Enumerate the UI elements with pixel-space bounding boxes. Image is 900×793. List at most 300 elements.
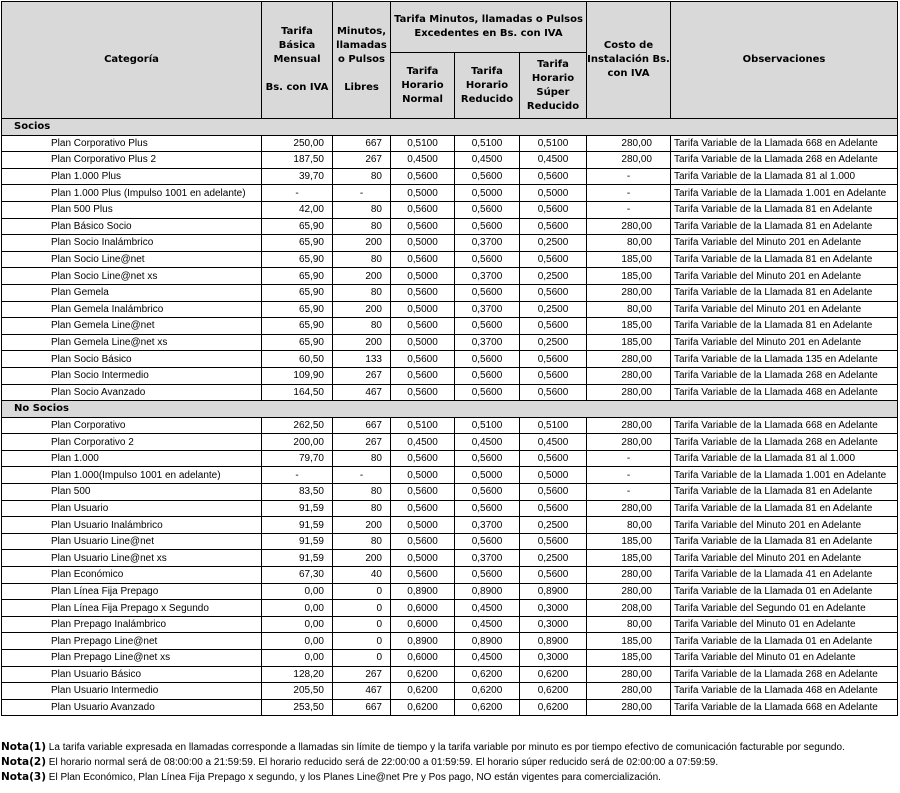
cell-tarifa-normal: 0,6200	[391, 699, 455, 716]
cell-costo-instalacion: 185,00	[587, 318, 671, 335]
cell-costo-instalacion: 208,00	[587, 600, 671, 617]
cell-minutos-libres: 667	[333, 135, 391, 152]
cell-tarifa-reducido: 0,4500	[455, 616, 520, 633]
cell-tarifa-reducido: 0,5100	[455, 417, 520, 434]
cell-minutos-libres: 0	[333, 583, 391, 600]
table-row	[2, 185, 898, 202]
cell-observaciones: Tarifa Variable del Minuto 201 en Adelante	[671, 268, 898, 285]
cell-minutos-libres: 267	[333, 152, 391, 169]
cell-tarifa-super-reducido: 0,8900	[520, 633, 587, 650]
cell-tarifa-normal: 0,6000	[391, 650, 455, 667]
cell-tarifa-reducido: 0,5600	[455, 168, 520, 185]
cell-minutos-libres: 200	[333, 550, 391, 567]
header-horario-super-reducido: Tarifa Horario Súper Reducido	[520, 53, 587, 119]
cell-tarifa-normal: 0,5000	[391, 301, 455, 318]
cell-costo-instalacion: 280,00	[587, 284, 671, 301]
table-row	[2, 318, 898, 335]
cell-tarifa-basica: 187,50	[262, 152, 333, 169]
cell-tarifa-normal: 0,6000	[391, 616, 455, 633]
cell-costo-instalacion: 280,00	[587, 218, 671, 235]
cell-tarifa-super-reducido: 0,5100	[520, 135, 587, 152]
cell-categoria: Plan Socio Avanzado	[2, 384, 262, 401]
cell-tarifa-normal: 0,5000	[391, 467, 455, 484]
cell-tarifa-reducido: 0,5100	[455, 135, 520, 152]
cell-minutos-libres: 0	[333, 633, 391, 650]
cell-categoria: Plan Socio Intermedio	[2, 367, 262, 384]
table-row	[2, 683, 898, 700]
cell-tarifa-reducido: 0,3700	[455, 517, 520, 534]
cell-tarifa-super-reducido: 0,6200	[520, 699, 587, 716]
cell-tarifa-normal: 0,5000	[391, 268, 455, 285]
table-row	[2, 168, 898, 185]
cell-tarifa-basica: 65,90	[262, 301, 333, 318]
cell-categoria: Plan Usuario Inalámbrico	[2, 517, 262, 534]
cell-tarifa-normal: 0,5600	[391, 384, 455, 401]
notes-block	[1, 740, 897, 785]
note-1	[1, 740, 897, 755]
table-row	[2, 467, 898, 484]
cell-minutos-libres: 200	[333, 235, 391, 252]
cell-categoria: Plan 1.000 Plus (Impulso 1001 en adelante)	[2, 185, 262, 202]
cell-categoria: Plan Prepago Inalámbrico	[2, 616, 262, 633]
cell-tarifa-normal: 0,5600	[391, 168, 455, 185]
cell-tarifa-reducido: 0,4500	[455, 434, 520, 451]
note-label: Nota(1)	[1, 741, 47, 753]
cell-tarifa-normal: 0,5600	[391, 318, 455, 335]
cell-tarifa-normal: 0,5600	[391, 484, 455, 501]
cell-observaciones: Tarifa Variable de la Llamada 468 en Adelante	[671, 683, 898, 700]
table-row	[2, 616, 898, 633]
cell-minutos-libres: 80	[333, 450, 391, 467]
cell-tarifa-normal: 0,5600	[391, 367, 455, 384]
cell-tarifa-reducido: 0,4500	[455, 152, 520, 169]
cell-categoria: Plan Prepago Line@net	[2, 633, 262, 650]
cell-costo-instalacion: 280,00	[587, 666, 671, 683]
cell-costo-instalacion: 280,00	[587, 367, 671, 384]
cell-tarifa-normal: 0,8900	[391, 583, 455, 600]
cell-categoria: Plan Socio Line@net xs	[2, 268, 262, 285]
tariff-table	[1, 1, 898, 716]
cell-minutos-libres: 467	[333, 683, 391, 700]
cell-tarifa-reducido: 0,3700	[455, 334, 520, 351]
cell-categoria: Plan Corporativo Plus	[2, 135, 262, 152]
cell-costo-instalacion: 185,00	[587, 334, 671, 351]
section-title: No Socios	[2, 401, 898, 418]
cell-tarifa-super-reducido: 0,2500	[520, 334, 587, 351]
cell-minutos-libres: 80	[333, 168, 391, 185]
cell-tarifa-basica: 65,90	[262, 251, 333, 268]
cell-tarifa-normal: 0,6000	[391, 600, 455, 617]
table-row	[2, 268, 898, 285]
cell-categoria: Plan Corporativo	[2, 417, 262, 434]
cell-tarifa-super-reducido: 0,5600	[520, 367, 587, 384]
cell-observaciones: Tarifa Variable de la Llamada 81 en Adelante	[671, 484, 898, 501]
header-minutos: Minutos, llamadas o Pulsos Libres	[333, 2, 391, 119]
table-row	[2, 218, 898, 235]
cell-costo-instalacion: -	[587, 467, 671, 484]
section-header-row	[2, 401, 898, 418]
table-row	[2, 650, 898, 667]
cell-costo-instalacion: 185,00	[587, 251, 671, 268]
cell-observaciones: Tarifa Variable del Minuto 201 en Adelante	[671, 334, 898, 351]
cell-tarifa-basica: 65,90	[262, 218, 333, 235]
header-horario-reducido: Tarifa Horario Reducido	[455, 53, 520, 119]
table-row	[2, 583, 898, 600]
cell-categoria: Plan Usuario Line@net	[2, 533, 262, 550]
cell-categoria: Plan Económico	[2, 567, 262, 584]
cell-tarifa-normal: 0,5100	[391, 417, 455, 434]
cell-tarifa-reducido: 0,5600	[455, 284, 520, 301]
table-row	[2, 384, 898, 401]
note-label: Nota(3)	[1, 771, 47, 783]
cell-tarifa-basica: 65,90	[262, 235, 333, 252]
cell-costo-instalacion: 280,00	[587, 152, 671, 169]
cell-tarifa-normal: 0,4500	[391, 152, 455, 169]
cell-observaciones: Tarifa Variable de la Llamada 81 en Adelante	[671, 284, 898, 301]
cell-costo-instalacion: 80,00	[587, 235, 671, 252]
cell-tarifa-super-reducido: 0,5100	[520, 417, 587, 434]
cell-categoria: Plan Gemela	[2, 284, 262, 301]
table-row	[2, 484, 898, 501]
cell-costo-instalacion: 280,00	[587, 567, 671, 584]
cell-observaciones: Tarifa Variable de la Llamada 268 en Adelante	[671, 367, 898, 384]
cell-tarifa-basica: 262,50	[262, 417, 333, 434]
cell-categoria: Plan Usuario Intermedio	[2, 683, 262, 700]
section-header-row	[2, 119, 898, 136]
cell-minutos-libres: 80	[333, 500, 391, 517]
cell-tarifa-reducido: 0,8900	[455, 633, 520, 650]
cell-categoria: Plan 500 Plus	[2, 201, 262, 218]
cell-observaciones: Tarifa Variable del Minuto 201 en Adelante	[671, 235, 898, 252]
cell-categoria: Plan Socio Básico	[2, 351, 262, 368]
cell-observaciones: Tarifa Variable de la Llamada 1.001 en Adelante	[671, 467, 898, 484]
cell-observaciones: Tarifa Variable de la Llamada 81 en Adelante	[671, 533, 898, 550]
cell-categoria: Plan Corporativo 2	[2, 434, 262, 451]
cell-tarifa-super-reducido: 0,5600	[520, 567, 587, 584]
cell-observaciones: Tarifa Variable de la Llamada 668 en Adelante	[671, 699, 898, 716]
cell-tarifa-basica: 250,00	[262, 135, 333, 152]
cell-categoria: Plan Socio Line@net	[2, 251, 262, 268]
cell-minutos-libres: 267	[333, 434, 391, 451]
cell-tarifa-super-reducido: 0,5600	[520, 218, 587, 235]
table-row	[2, 699, 898, 716]
table-row	[2, 201, 898, 218]
cell-tarifa-basica: 109,90	[262, 367, 333, 384]
table-row	[2, 500, 898, 517]
cell-tarifa-normal: 0,5600	[391, 567, 455, 584]
cell-tarifa-reducido: 0,4500	[455, 600, 520, 617]
table-row	[2, 251, 898, 268]
cell-tarifa-super-reducido: 0,3000	[520, 616, 587, 633]
table-row	[2, 434, 898, 451]
cell-tarifa-reducido: 0,5600	[455, 484, 520, 501]
cell-tarifa-basica: 79,70	[262, 450, 333, 467]
table-row	[2, 135, 898, 152]
cell-categoria: Plan Usuario Line@net xs	[2, 550, 262, 567]
cell-tarifa-reducido: 0,5600	[455, 450, 520, 467]
cell-tarifa-basica: 0,00	[262, 583, 333, 600]
cell-tarifa-normal: 0,4500	[391, 434, 455, 451]
cell-minutos-libres: 80	[333, 251, 391, 268]
cell-categoria: Plan Gemela Line@net	[2, 318, 262, 335]
cell-tarifa-normal: 0,5600	[391, 218, 455, 235]
cell-tarifa-basica: -	[262, 467, 333, 484]
cell-observaciones: Tarifa Variable de la Llamada 81 al 1.000	[671, 168, 898, 185]
cell-tarifa-reducido: 0,5600	[455, 218, 520, 235]
header-excedentes: Tarifa Minutos, llamadas o Pulsos Excedentes en Bs. con IVA	[391, 2, 587, 53]
cell-tarifa-super-reducido: 0,5600	[520, 284, 587, 301]
header-horario-normal: Tarifa Horario Normal	[391, 53, 455, 119]
cell-tarifa-super-reducido: 0,5000	[520, 185, 587, 202]
cell-tarifa-reducido: 0,6200	[455, 666, 520, 683]
cell-observaciones: Tarifa Variable de la Llamada 41 en Adelante	[671, 567, 898, 584]
cell-tarifa-basica: 65,90	[262, 318, 333, 335]
cell-minutos-libres: 667	[333, 417, 391, 434]
cell-minutos-libres: 80	[333, 533, 391, 550]
table-body	[2, 119, 898, 716]
cell-observaciones: Tarifa Variable del Segundo 01 en Adelante	[671, 600, 898, 617]
cell-observaciones: Tarifa Variable de la Llamada 468 en Adelante	[671, 384, 898, 401]
table-row	[2, 351, 898, 368]
cell-tarifa-normal: 0,5100	[391, 135, 455, 152]
cell-tarifa-reducido: 0,5600	[455, 201, 520, 218]
cell-tarifa-super-reducido: 0,5600	[520, 201, 587, 218]
cell-costo-instalacion: -	[587, 185, 671, 202]
cell-tarifa-basica: 91,59	[262, 533, 333, 550]
cell-tarifa-reducido: 0,5600	[455, 367, 520, 384]
cell-tarifa-basica: 128,20	[262, 666, 333, 683]
cell-tarifa-normal: 0,5600	[391, 500, 455, 517]
cell-tarifa-super-reducido: 0,5600	[520, 318, 587, 335]
cell-minutos-libres: 467	[333, 384, 391, 401]
cell-minutos-libres: 40	[333, 567, 391, 584]
cell-categoria: Plan 500	[2, 484, 262, 501]
cell-tarifa-super-reducido: 0,6200	[520, 666, 587, 683]
table-row	[2, 450, 898, 467]
cell-tarifa-super-reducido: 0,2500	[520, 301, 587, 318]
cell-minutos-libres: 267	[333, 367, 391, 384]
table-row	[2, 417, 898, 434]
header-categoria: Categoría	[2, 2, 262, 119]
cell-categoria: Plan Usuario Avanzado	[2, 699, 262, 716]
cell-observaciones: Tarifa Variable del Minuto 01 en Adelante	[671, 616, 898, 633]
cell-costo-instalacion: -	[587, 484, 671, 501]
cell-tarifa-super-reducido: 0,2500	[520, 235, 587, 252]
cell-categoria: Plan Corporativo Plus 2	[2, 152, 262, 169]
cell-tarifa-normal: 0,8900	[391, 633, 455, 650]
cell-tarifa-super-reducido: 0,2500	[520, 517, 587, 534]
cell-observaciones: Tarifa Variable de la Llamada 01 en Adelante	[671, 633, 898, 650]
cell-tarifa-normal: 0,6200	[391, 683, 455, 700]
cell-costo-instalacion: 80,00	[587, 616, 671, 633]
cell-costo-instalacion: 185,00	[587, 268, 671, 285]
cell-categoria: Plan Socio Inalámbrico	[2, 235, 262, 252]
header-observaciones: Observaciones	[671, 2, 898, 119]
cell-tarifa-super-reducido: 0,5000	[520, 467, 587, 484]
table-row	[2, 600, 898, 617]
cell-tarifa-normal: 0,5000	[391, 185, 455, 202]
cell-costo-instalacion: -	[587, 168, 671, 185]
cell-observaciones: Tarifa Variable de la Llamada 81 al 1.000	[671, 450, 898, 467]
table-row	[2, 367, 898, 384]
table-row	[2, 567, 898, 584]
cell-tarifa-reducido: 0,3700	[455, 235, 520, 252]
cell-tarifa-super-reducido: 0,5600	[520, 450, 587, 467]
cell-tarifa-super-reducido: 0,8900	[520, 583, 587, 600]
cell-observaciones: Tarifa Variable de la Llamada 81 en Adelante	[671, 218, 898, 235]
cell-minutos-libres: 133	[333, 351, 391, 368]
cell-tarifa-reducido: 0,3700	[455, 268, 520, 285]
cell-minutos-libres: 80	[333, 201, 391, 218]
cell-minutos-libres: 200	[333, 268, 391, 285]
cell-tarifa-basica: 253,50	[262, 699, 333, 716]
cell-tarifa-basica: 65,90	[262, 284, 333, 301]
cell-tarifa-normal: 0,6200	[391, 666, 455, 683]
cell-tarifa-super-reducido: 0,5600	[520, 168, 587, 185]
cell-observaciones: Tarifa Variable de la Llamada 1.001 en Adelante	[671, 185, 898, 202]
cell-tarifa-reducido: 0,5600	[455, 567, 520, 584]
cell-costo-instalacion: 280,00	[587, 683, 671, 700]
cell-observaciones: Tarifa Variable de la Llamada 01 en Adelante	[671, 583, 898, 600]
cell-tarifa-super-reducido: 0,3000	[520, 650, 587, 667]
cell-tarifa-basica: 0,00	[262, 616, 333, 633]
cell-costo-instalacion: -	[587, 450, 671, 467]
cell-tarifa-basica: -	[262, 185, 333, 202]
cell-costo-instalacion: 185,00	[587, 650, 671, 667]
cell-tarifa-reducido: 0,3700	[455, 301, 520, 318]
cell-categoria: Plan 1.000(Impulso 1001 en adelante)	[2, 467, 262, 484]
cell-tarifa-reducido: 0,8900	[455, 583, 520, 600]
cell-tarifa-normal: 0,5600	[391, 284, 455, 301]
cell-categoria: Plan Línea Fija Prepago x Segundo	[2, 600, 262, 617]
header-costo-instalacion: Costo de Instalación Bs. con IVA	[587, 2, 671, 119]
cell-minutos-libres: 267	[333, 666, 391, 683]
cell-tarifa-super-reducido: 0,2500	[520, 550, 587, 567]
cell-categoria: Plan Usuario	[2, 500, 262, 517]
cell-observaciones: Tarifa Variable de la Llamada 135 en Adelante	[671, 351, 898, 368]
cell-tarifa-basica: 91,59	[262, 500, 333, 517]
table-row	[2, 633, 898, 650]
cell-observaciones: Tarifa Variable de la Llamada 81 en Adelante	[671, 500, 898, 517]
cell-costo-instalacion: 185,00	[587, 533, 671, 550]
section-title: Socios	[2, 119, 898, 136]
cell-observaciones: Tarifa Variable de la Llamada 268 en Adelante	[671, 152, 898, 169]
cell-costo-instalacion: -	[587, 201, 671, 218]
cell-tarifa-super-reducido: 0,5600	[520, 484, 587, 501]
cell-tarifa-reducido: 0,5600	[455, 500, 520, 517]
cell-tarifa-basica: 65,90	[262, 268, 333, 285]
cell-tarifa-reducido: 0,5600	[455, 384, 520, 401]
cell-tarifa-normal: 0,5600	[391, 450, 455, 467]
cell-minutos-libres: 80	[333, 218, 391, 235]
cell-tarifa-super-reducido: 0,3000	[520, 600, 587, 617]
cell-tarifa-super-reducido: 0,5600	[520, 500, 587, 517]
cell-tarifa-basica: 0,00	[262, 600, 333, 617]
cell-tarifa-basica: 39,70	[262, 168, 333, 185]
cell-tarifa-normal: 0,5600	[391, 351, 455, 368]
cell-tarifa-normal: 0,5000	[391, 550, 455, 567]
cell-tarifa-super-reducido: 0,6200	[520, 683, 587, 700]
cell-costo-instalacion: 280,00	[587, 434, 671, 451]
cell-tarifa-normal: 0,5000	[391, 334, 455, 351]
cell-tarifa-normal: 0,5000	[391, 517, 455, 534]
cell-observaciones: Tarifa Variable de la Llamada 81 en Adelante	[671, 201, 898, 218]
cell-costo-instalacion: 185,00	[587, 633, 671, 650]
cell-minutos-libres: 0	[333, 616, 391, 633]
cell-tarifa-basica: 65,90	[262, 334, 333, 351]
cell-minutos-libres: 80	[333, 484, 391, 501]
table-row	[2, 533, 898, 550]
cell-tarifa-basica: 67,30	[262, 567, 333, 584]
cell-tarifa-reducido: 0,5600	[455, 351, 520, 368]
cell-minutos-libres: 667	[333, 699, 391, 716]
cell-tarifa-reducido: 0,5600	[455, 251, 520, 268]
table-row	[2, 301, 898, 318]
cell-minutos-libres: -	[333, 467, 391, 484]
cell-categoria: Plan Usuario Básico	[2, 666, 262, 683]
note-2	[1, 755, 897, 770]
cell-costo-instalacion: 280,00	[587, 135, 671, 152]
cell-tarifa-normal: 0,5600	[391, 201, 455, 218]
cell-costo-instalacion: 280,00	[587, 699, 671, 716]
cell-observaciones: Tarifa Variable de la Llamada 668 en Adelante	[671, 135, 898, 152]
cell-tarifa-reducido: 0,5600	[455, 318, 520, 335]
cell-observaciones: Tarifa Variable del Minuto 201 en Adelante	[671, 517, 898, 534]
cell-costo-instalacion: 280,00	[587, 351, 671, 368]
cell-tarifa-super-reducido: 0,5600	[520, 351, 587, 368]
cell-tarifa-reducido: 0,6200	[455, 683, 520, 700]
cell-tarifa-super-reducido: 0,5600	[520, 384, 587, 401]
cell-tarifa-basica: 83,50	[262, 484, 333, 501]
cell-tarifa-basica: 91,59	[262, 517, 333, 534]
cell-minutos-libres: 80	[333, 284, 391, 301]
note-text: El Plan Económico, Plan Línea Fija Prepago x segundo, y los Planes Line@net Pre y Pos pago, NO están vigentes para comercialización.	[48, 772, 661, 783]
note-label: Nota(2)	[1, 756, 47, 768]
table-row	[2, 152, 898, 169]
cell-tarifa-reducido: 0,5600	[455, 533, 520, 550]
table-row	[2, 550, 898, 567]
cell-tarifa-reducido: 0,4500	[455, 650, 520, 667]
cell-categoria: Plan Gemela Line@net xs	[2, 334, 262, 351]
cell-tarifa-reducido: 0,5000	[455, 185, 520, 202]
cell-costo-instalacion: 80,00	[587, 517, 671, 534]
cell-tarifa-super-reducido: 0,2500	[520, 268, 587, 285]
cell-categoria: Plan 1.000 Plus	[2, 168, 262, 185]
table-row	[2, 284, 898, 301]
cell-tarifa-normal: 0,5000	[391, 235, 455, 252]
cell-tarifa-reducido: 0,3700	[455, 550, 520, 567]
cell-tarifa-reducido: 0,5000	[455, 467, 520, 484]
note-text: La tarifa variable expresada en llamadas corresponde a llamadas sin límite de tiempo y la tarifa variable por minuto es por tiempo efectivo de comunicación facturable por segundo.	[48, 742, 845, 753]
table-row	[2, 517, 898, 534]
cell-tarifa-super-reducido: 0,4500	[520, 434, 587, 451]
cell-observaciones: Tarifa Variable de la Llamada 268 en Adelante	[671, 434, 898, 451]
header-tarifa-basica: Tarifa Básica Mensual Bs. con IVA	[262, 2, 333, 119]
table-row	[2, 235, 898, 252]
cell-observaciones: Tarifa Variable del Minuto 01 en Adelante	[671, 650, 898, 667]
cell-tarifa-super-reducido: 0,5600	[520, 251, 587, 268]
cell-costo-instalacion: 280,00	[587, 500, 671, 517]
cell-tarifa-normal: 0,5600	[391, 533, 455, 550]
cell-tarifa-basica: 0,00	[262, 650, 333, 667]
cell-minutos-libres: 200	[333, 334, 391, 351]
cell-minutos-libres: 80	[333, 318, 391, 335]
cell-tarifa-basica: 42,00	[262, 201, 333, 218]
cell-categoria: Plan 1.000	[2, 450, 262, 467]
cell-observaciones: Tarifa Variable del Minuto 201 en Adelante	[671, 301, 898, 318]
cell-categoria: Plan Línea Fija Prepago	[2, 583, 262, 600]
cell-observaciones: Tarifa Variable de la Llamada 81 en Adelante	[671, 318, 898, 335]
